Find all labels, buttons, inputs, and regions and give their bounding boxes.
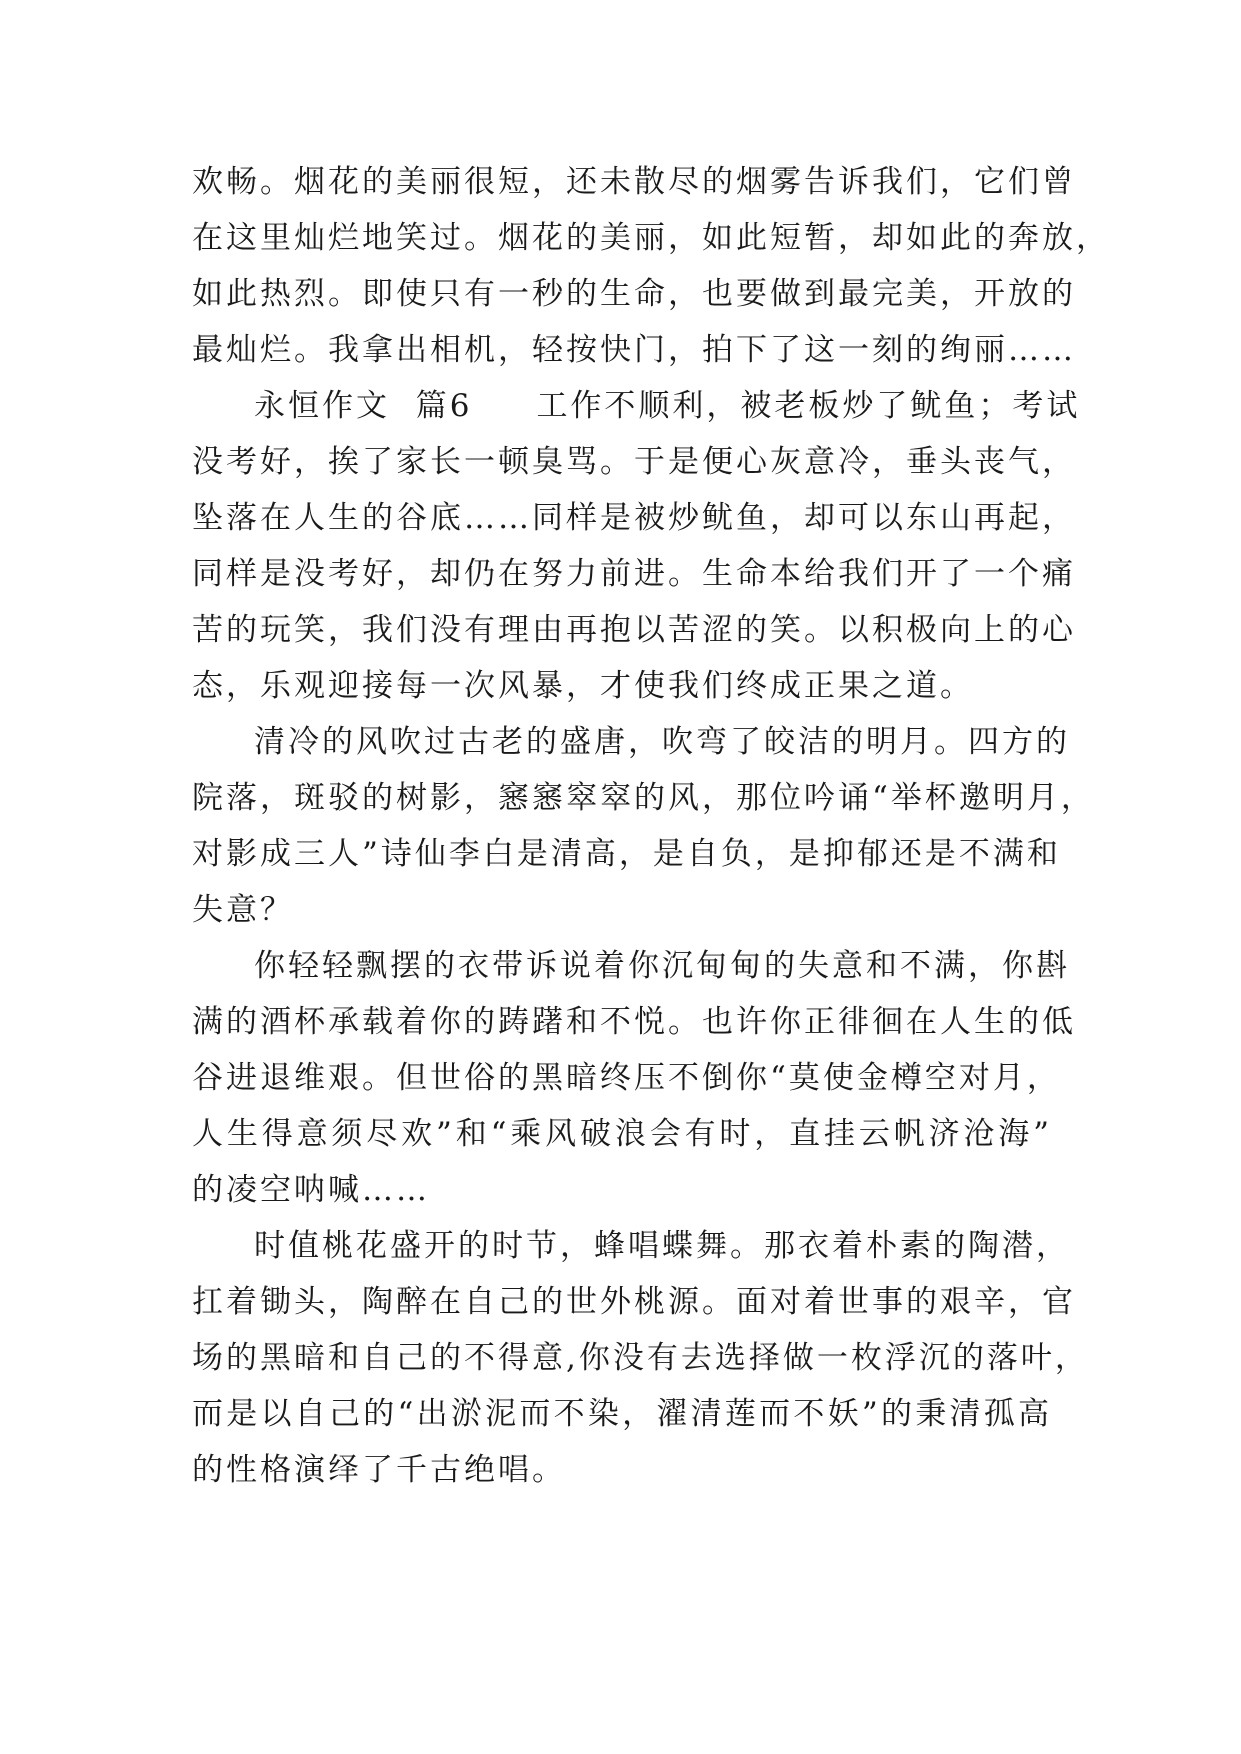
text-line: 谷进退维艰。但世俗的黑暗终压不倒你“莫使金樽空对月， — [192, 1060, 1061, 1096]
text-line: 时值桃花盛开的时节，蜂唱蝶舞。那衣着朴素的陶潜， — [254, 1228, 1070, 1264]
text-line: 的凌空呐喊…… — [192, 1172, 430, 1208]
text-line: 在这里灿烂地笑过。烟花的美丽，如此短暂，却如此的奔放， — [192, 220, 1110, 256]
section-heading: 永恒作文 篇6 — [254, 388, 473, 424]
section-heading-line — [254, 386, 1080, 426]
text-line: 清冷的风吹过古老的盛唐，吹弯了皎洁的明月。四方的 — [254, 724, 1070, 760]
text-line: 而是以自己的“出淤泥而不染，濯清莲而不妖”的秉清孤高 — [192, 1396, 1052, 1432]
text-line: 态，乐观迎接每一次风暴，才使我们终成正果之道。 — [192, 668, 974, 704]
text-line: 扛着锄头，陶醉在自己的世外桃源。面对着世事的艰辛，官 — [192, 1284, 1076, 1320]
text-line: 苦的玩笑，我们没有理由再抱以苦涩的笑。以积极向上的心 — [192, 612, 1076, 648]
text-line: 失意？ — [192, 892, 294, 928]
text-line: 如此热烈。即使只有一秒的生命，也要做到最完美，开放的 — [192, 276, 1076, 312]
text-line: 最灿烂。我拿出相机，轻按快门，拍下了这一刻的绚丽…… — [192, 332, 1076, 368]
text-line: 没考好，挨了家长一顿臭骂。于是便心灰意冷，垂头丧气， — [192, 444, 1076, 480]
text-line: 同样是没考好，却仍在努力前进。生命本给我们开了一个痛 — [192, 556, 1076, 592]
text-line: 满的酒杯承载着你的踌躇和不悦。也许你正徘徊在人生的低 — [192, 1004, 1076, 1040]
text-line: 欢畅。烟花的美丽很短，还未散尽的烟雾告诉我们，它们曾 — [192, 164, 1076, 200]
text-line: 的性格演绎了千古绝唱。 — [192, 1452, 566, 1488]
text-line: 你轻轻飘摆的衣带诉说着你沉甸甸的失意和不满，你斟 — [254, 948, 1070, 984]
text-line: 工作不顺利，被老板炒了鱿鱼；考试 — [536, 388, 1081, 424]
text-line: 人生得意须尽欢”和“乘风破浪会有时，直挂云帆济沧海” — [192, 1116, 1052, 1152]
text-line: 对影成三人”诗仙李白是清高，是自负，是抑郁还是不满和 — [192, 836, 1061, 872]
text-line: 院落，斑驳的树影，窸窸窣窣的风，那位吟诵“举杯邀明月， — [192, 780, 1095, 816]
text-line: 坠落在人生的谷底……同样是被炒鱿鱼，却可以东山再起， — [192, 500, 1076, 536]
text-line: 场的黑暗和自己的不得意,你没有去选择做一枚浮沉的落叶， — [192, 1340, 1089, 1376]
